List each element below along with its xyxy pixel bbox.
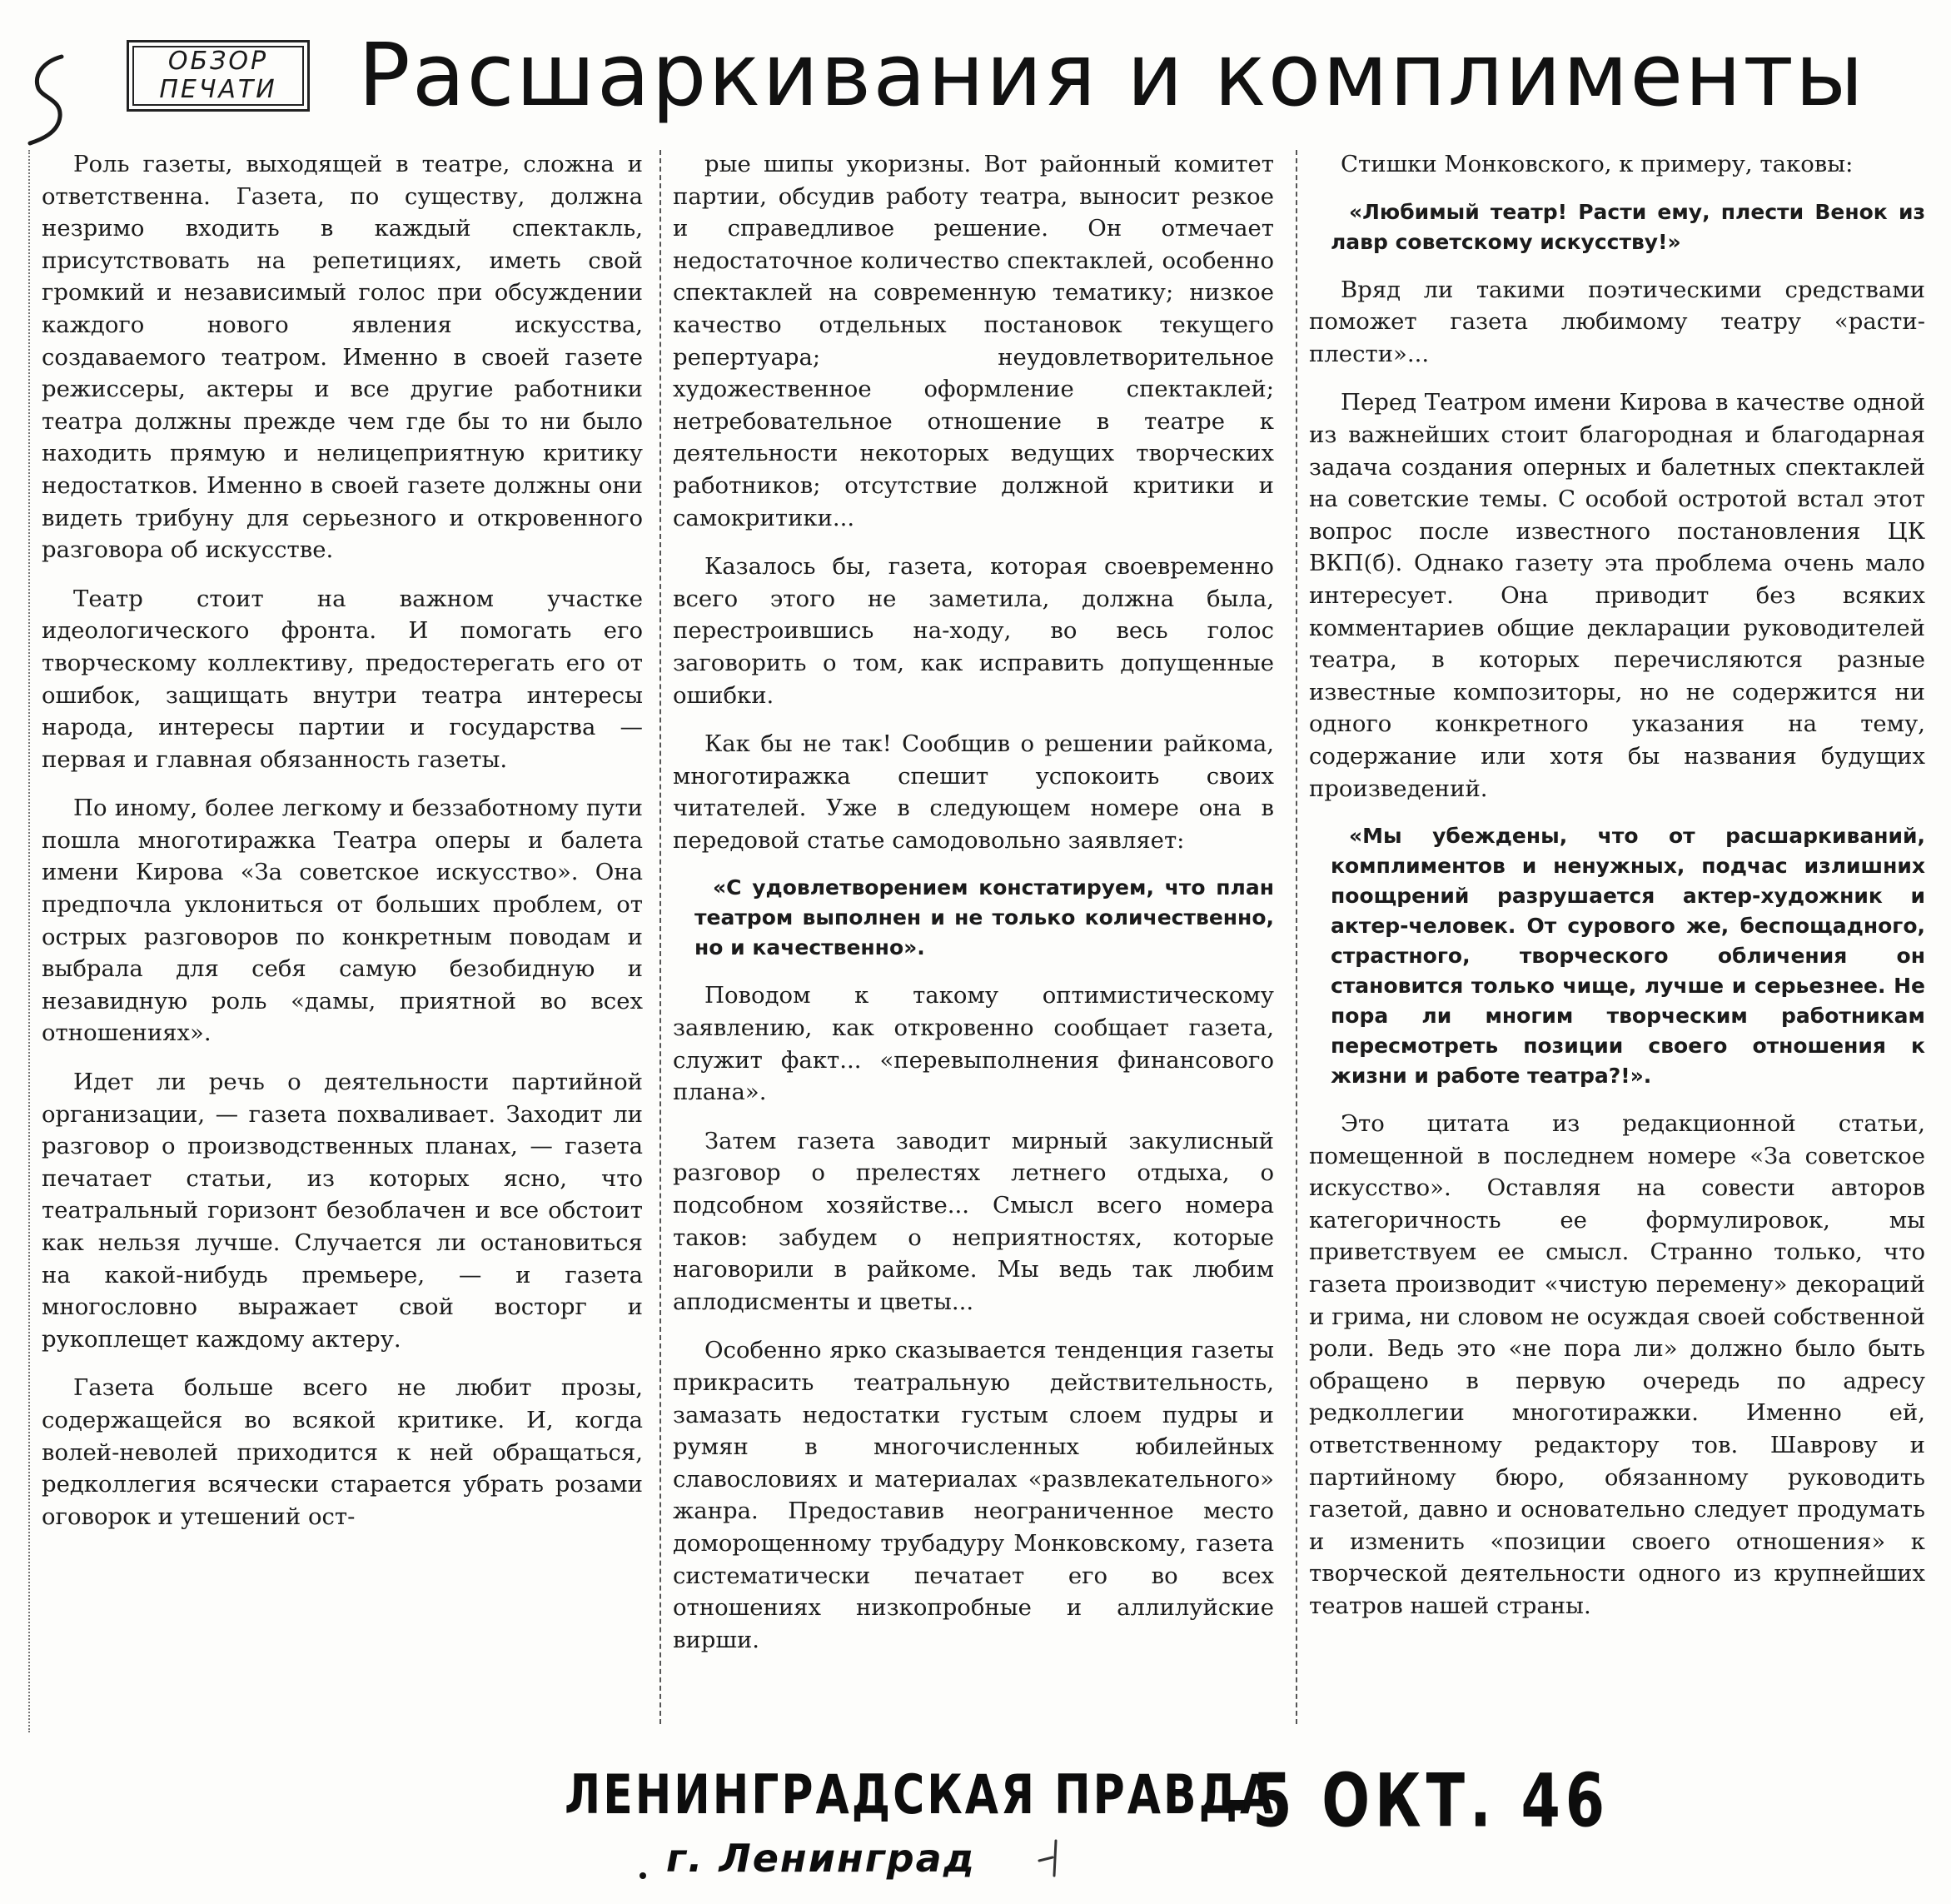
quote-paragraph: «Мы убеждены, что от расшаркиваний, комплиментов и ненужных, подчас излишних поощрений разрушается актер-художник и актер-человек. От сурового же, беспощадного, страстного, творческого обличения он становится только чище, лучше и серьезнее. Не пора ли многим творческим работникам пересмотреть позиции своего отношения к жизни и работе театра?!».: [1331, 824, 1925, 1089]
article-paragraph: Затем газета заводит мирный закулисный разговор о прелестях летнего отдыха, о подсобном хозяйстве... Смысл всего номера таков: забудем о неприятностях, которые наговорили в райкоме. Мы ведь так любим аплодисменты и цветы...: [673, 1127, 1274, 1315]
article-paragraph: Стишки Монковского, к примеру, таковы:: [1341, 151, 1854, 177]
article-paragraph: Роль газеты, выходящей в театре, сложна и ответственна. Газета, по существу, должна незримо входить в каждый спектакль, присутствовать на репетициях, иметь свой громкий и независимый голос при обсуждении каждого нового явления искусства, создаваемого театром. Именно в своей газете режиссеры, актеры и все другие работники театра должны прежде чем где бы то ни было находить прямую и нелицеприятную критику недостатков. Именно в своей газете должны они видеть трибуну для серьезного и откровенного разговора об искусстве.: [42, 151, 643, 564]
article-paragraph: Особенно ярко сказывается тенденция газеты прикрасить театральную действительность, замазать недостатки густым слоем пудры и румян в многочисленных юбилейных славословиях и материалах «развлекательного» жанра. Предоставив неограниченное место доморощенному трубадуру Монковскому, газета систематически печатает его во всех отношениях низкопробные и аллилуйские вирши.: [673, 1337, 1274, 1653]
pencil-mark-icon: [18, 50, 77, 150]
signature-tick-icon: [1031, 1832, 1081, 1882]
article-paragraph: Это цитата из редакционной статьи, помещенной в последнем номере «За советское искусство». Оставляя на совести авторов категоричность ее формулировок, мы приветствуем ее смысл. Странно только, что газета производит «чистую перемену» декораций и грима, ни словом не осуждая своей собственной роли. Ведь это «не пора ли» должно было быть обращено в первую очередь по адресу редколлегии многотиражки. Именно ей, ответственному редактору тов. Шаврову и партийному бюро, обязанному руководить газетой, давно и основательно следует продумать и изменить «позиции своего отношения» к творческой деятельности одного из крупнейших театров нашей страны.: [1309, 1110, 1925, 1619]
article-paragraph: Идет ли речь о деятельности партийной организации, — газета похваливает. Заходит ли разговор о производственных планах, — газета печатает статьи, из которых ясно, что театральный горизонт безоблачен и все обстоит как нельзя лучше. Случается ли остановиться на какой-нибудь премьере, — и газета многословно выражает свой восторг и рукоплещет каждому актеру.: [42, 1069, 643, 1353]
stamp-newspaper: ЛЕНИНГРАДСКАЯ ПРАВДА: [565, 1764, 1277, 1827]
column-divider-1: [659, 150, 661, 1724]
rubric-line-1: ОБЗОР: [167, 47, 269, 76]
stamp-dot: [640, 1872, 646, 1879]
article-column-3: [1309, 148, 1925, 1731]
rubric-line-2: ПЕЧАТИ: [159, 75, 277, 104]
article-paragraph: По иному, более легкому и беззаботному пути пошла многотиражка Театра оперы и балета имени Кирова «За советское искусство». Она предпочла уклониться от больших проблем, от острых разговоров по конкретным поводам и выбрала для себя самую безобидную и незавидную роль «дамы, приятной во всех отношениях».: [42, 795, 643, 1047]
headline: Расшаркивания и комплименты: [358, 24, 1865, 126]
left-edge-rule: [28, 150, 30, 1732]
article-paragraph: Перед Театром имени Кирова в качестве одной из важнейших стоит благородная и благодарная задача создания оперных и балетных спектаклей на советские темы. С особой остротой встал этот вопрос после известного постановления ЦК ВКП(б). Однако газету эта проблема очень мало интересует. Она приводит без всяких комментариев общие декларации руководителей театра, в которых перечисляются разные известные композиторы, но не содержится ни одного конкретного указания на тему, содержание или хотя бы названия будущих произведений.: [1309, 389, 1925, 802]
article-paragraph: Как бы не так! Сообщив о решении райкома, многотиражка спешит успокоить своих читателей. Уже в следующем номере она в передовой статье самодовольно заявляет:: [673, 730, 1274, 854]
article-paragraph: Поводом к такому оптимистическому заявлению, как откровенно сообщает газета, служит факт... «перевыполнения финансового плана».: [673, 982, 1274, 1106]
article-paragraph: рые шипы укоризны. Вот районный комитет партии, обсудив работу театра, выносит резкое и справедливое решение. Он отмечает недостаточное количество спектаклей, особенно спектаклей на современную тематику; низкое качество отдельных постановок текущего репертуара; неудовлетворительное художественное оформление спектаклей; нетребовательное отношение в театре к деятельности некоторых ведущих творческих работников; отсутствие должной критики и самокритики...: [673, 151, 1274, 531]
article-paragraph: Казалось бы, газета, которая своевременно всего этого не заметила, должна была, перестроившись на-ходу, во весь голос заговорить о том, как исправить допущенные ошибки.: [673, 553, 1274, 709]
stamp-date: -5 ОКТ. 46: [1224, 1759, 1610, 1845]
article-column-1: [42, 148, 643, 1731]
article-paragraph: Театр стоит на важном участке идеологического фронта. И помогать его творческому коллективу, предостерегать его от ошибок, защищать внутри театра интересы народа, интересы партии и государства — первая и главная обязанность газеты.: [42, 585, 643, 773]
rubric-box: [127, 40, 310, 112]
stamp-city: г. Ленинград: [666, 1836, 976, 1881]
quote-paragraph: «Любимый театр! Расти ему, плести Венок из лавр советскому искусству!»: [1331, 199, 1925, 254]
article-column-2: [673, 148, 1274, 1731]
quote-paragraph: «С удовлетворением констатируем, что план театром выполнен и не только количественно, но и качественно».: [694, 875, 1274, 960]
column-divider-2: [1296, 150, 1297, 1724]
article-paragraph: Газета больше всего не любит прозы, содержащейся во всякой критике. И, когда волей-неволей приходится к ней обращаться, редколлегия всячески старается убрать розами оговорок и утешений ост-: [42, 1374, 643, 1530]
article-paragraph: Вряд ли такими поэтическими средствами поможет газета любимому театру «расти-плести»...: [1309, 276, 1925, 367]
